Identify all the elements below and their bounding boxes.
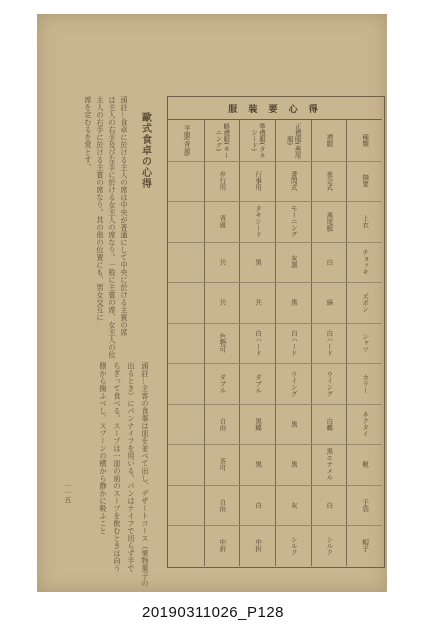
- table-cell: 白: [325, 501, 334, 509]
- table-cell: シルク: [325, 535, 334, 556]
- paragraph-line: 出るとき）にパンナイフを用いる。パンはナイフで切らず手で: [127, 362, 136, 572]
- table-cell: 自由: [218, 498, 227, 512]
- paragraph-line: 頭註…主客の食事は皿を並べて出し、デザートコース（果物菓子の: [141, 362, 150, 587]
- table-cell: 白ハード: [325, 329, 334, 356]
- paragraph-line: は主人の右手及び左手に於ける女主人の席なり。一般に主賓の席、女主人の位: [108, 96, 117, 359]
- table-cell: 白ハード: [254, 329, 263, 356]
- table-cell: 茶可: [218, 458, 227, 472]
- table-cell: 色物可: [218, 333, 227, 353]
- table-cell: 黒: [254, 258, 263, 266]
- table-cell: ネクタイ: [361, 411, 370, 438]
- dress-code-table: [167, 96, 385, 568]
- table-grid: [168, 120, 382, 566]
- page-number: 一一五: [63, 482, 72, 503]
- table-cell: 共: [218, 258, 227, 266]
- table-cell: 縞: [325, 299, 334, 306]
- table-cell: ダブル: [218, 373, 227, 394]
- table-cell: 白: [254, 501, 263, 509]
- table-header-cell: 略禮服(モーニング): [214, 122, 231, 158]
- table-cell: モーニング: [289, 205, 298, 238]
- table-cell: カラー: [361, 373, 370, 394]
- table-cell: 灰: [289, 501, 298, 509]
- table-cell: タキシード: [254, 205, 263, 238]
- table-cell: 自由: [218, 417, 227, 431]
- table-cell: 燕尾服: [325, 211, 334, 232]
- image-caption: 20190311026_P128: [141, 604, 285, 621]
- table-cell: 中折: [218, 539, 227, 553]
- table-cell: 共: [218, 299, 227, 306]
- table-cell: 夜会式: [325, 171, 334, 191]
- table-cell: 白ハード: [289, 329, 298, 356]
- table-cell: 黒: [289, 299, 298, 306]
- table-cell: 共: [254, 299, 263, 306]
- table-header-cell: 準禮服(タキシード): [250, 122, 266, 158]
- table-cell: 黒エナメル: [325, 448, 334, 481]
- table-cell: 步行用: [218, 171, 227, 191]
- table-header-cell: 正禮服(燕尾服): [285, 122, 302, 158]
- table-cell: 手袋: [361, 498, 370, 512]
- table-cell: 灰黑: [289, 255, 298, 269]
- section-title: 歐式食卓の心得: [139, 112, 151, 189]
- document-page: [37, 14, 387, 592]
- paragraph-line: 頭註…食卓に於ける主人の席は中央が普通にして中央に於ける主賓の席: [120, 96, 129, 336]
- table-header-cell: 平服(背廣): [182, 124, 191, 156]
- table-cell: 背廣: [218, 214, 227, 228]
- table-cell: チョッキ: [361, 248, 370, 275]
- table-cell: シルク: [289, 535, 298, 556]
- paragraph-line: 側から掬ふべし、スプーンの横から静かに吸ふこと: [99, 362, 108, 535]
- table-cell: 白: [325, 258, 334, 266]
- table-cell: ウイング: [289, 370, 298, 397]
- table-cell: 黒: [289, 461, 298, 468]
- paragraph-line: 席を定むるを常とす。: [84, 96, 93, 171]
- table-title: 服 装 要 心 得: [168, 97, 382, 120]
- paragraph-line: ちぎって食べる。スープは一皿の前のスープを飲むときは向う: [113, 362, 122, 572]
- table-cell: ズボン: [361, 292, 370, 313]
- table-cell: 黒蝶: [254, 417, 263, 431]
- table-cell: 黒: [254, 461, 263, 468]
- table-cell: 中折: [254, 539, 263, 553]
- table-cell: ダブル: [254, 373, 263, 394]
- table-cell: 上衣: [361, 214, 370, 228]
- table-cell: ウイング: [325, 370, 334, 397]
- table-cell: 白蝶: [325, 417, 334, 431]
- table-cell: 晝間式: [289, 171, 298, 191]
- paragraph-line: 主人の右手に於ける主賓の席なり。其の他の位置にも、男女交互に: [96, 96, 105, 321]
- table-cell: 黒: [289, 420, 298, 428]
- table-cell: 行事用: [254, 171, 263, 191]
- table-cell: 帽子: [361, 539, 370, 553]
- table-header-cell: 禮服: [325, 133, 334, 147]
- table-header-cell: 種類: [361, 133, 370, 147]
- table-cell: 靴: [361, 461, 370, 468]
- table-cell: シャツ: [361, 333, 370, 353]
- table-cell: 摘要: [361, 174, 370, 188]
